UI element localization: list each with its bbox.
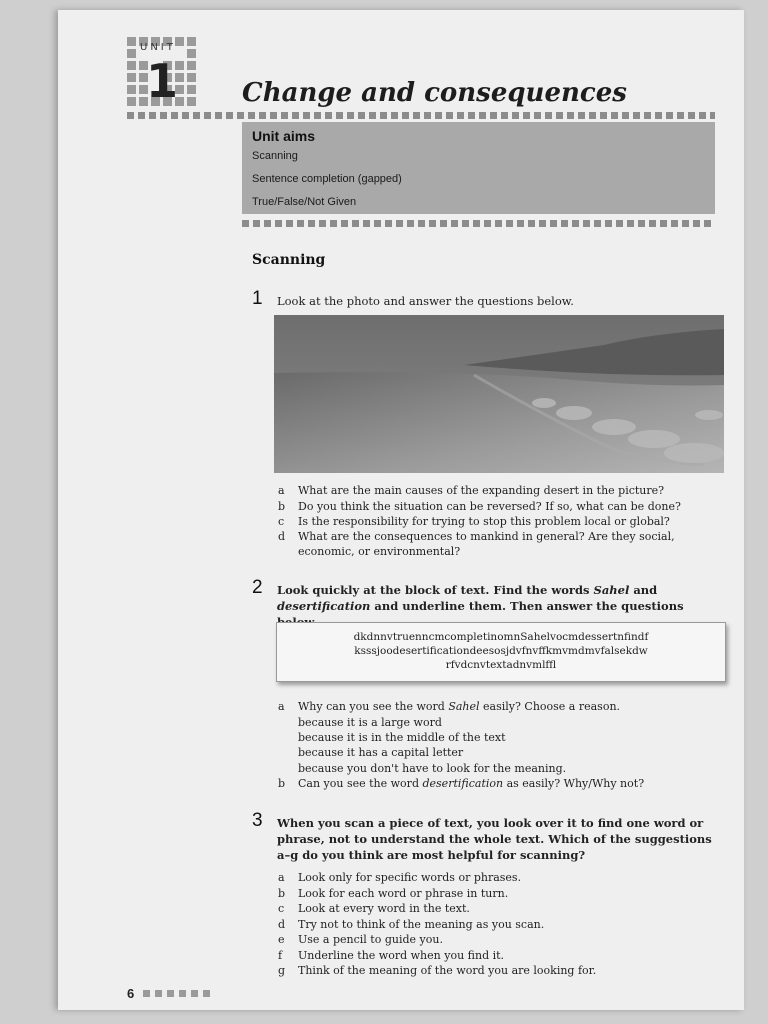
suggestion-item: Think of the meaning of the word you are looking for. [298, 964, 597, 977]
question-text: When you scan a piece of text, you look over it to find one word or phrase, not to understand the whole text. Which of the suggestions a–g do you think are most helpful for scanning? [277, 816, 712, 862]
section-heading: Scanning [252, 252, 326, 268]
item-text-part: easily? Choose a reason. [479, 700, 621, 713]
keyword-sahel: Sahel [448, 700, 480, 713]
keyword-sahel: Sahel [593, 583, 630, 597]
question-item: What are the main causes of the expanding desert in the picture? [298, 484, 665, 497]
keyword-desertification: desertification [422, 777, 504, 790]
suggestion-item: Use a pencil to guide you. [298, 933, 443, 946]
item-letter: c [278, 902, 285, 915]
item-text-part: Can you see the word [298, 777, 423, 790]
suggestion-item: Look at every word in the text. [298, 902, 470, 915]
question-number: 2 [252, 577, 263, 598]
dotted-divider-bottom [242, 220, 715, 227]
unit-aim-item: Scanning [252, 150, 298, 162]
item-letter: b [278, 500, 286, 513]
item-letter: a [278, 700, 285, 713]
item-letter: b [278, 887, 286, 900]
item-letter: c [278, 515, 285, 528]
desert-landscape-image [274, 315, 724, 473]
unit-title: Change and consequences [242, 78, 627, 108]
page-number: 6 [127, 986, 135, 1001]
question-text-part: and [629, 583, 658, 597]
suggestion-item: Look for each word or phrase in turn. [298, 887, 509, 900]
unit-label: UNIT [140, 42, 176, 53]
suggestion-item: Look only for specific words or phrases. [298, 871, 522, 884]
unit-aim-item: Sentence completion (gapped) [252, 173, 402, 185]
item-text-part: Why can you see the word [298, 700, 449, 713]
show-through-text [242, 232, 246, 249]
question-number: 1 [252, 288, 263, 309]
suggestion-item: Try not to think of the meaning as you scan. [298, 918, 545, 931]
question-item [298, 699, 718, 714]
question-text: Look at the photo and answer the questions below. [277, 294, 574, 308]
question-text-part: Look quickly at the block of text. Find the words [277, 583, 594, 597]
question-item: Is the responsibility for trying to stop this problem local or global? [298, 515, 670, 528]
question-number: 3 [252, 810, 263, 831]
question-item [298, 776, 718, 791]
unit-number: 1 [146, 54, 179, 108]
reason-option: because it has a capital letter [298, 746, 464, 759]
item-letter: d [278, 918, 286, 931]
item-letter: e [278, 933, 285, 946]
item-text-part: as easily? Why/Why not? [503, 777, 645, 790]
unit-aim-item: True/False/Not Given [252, 196, 357, 208]
scan-text-block [276, 622, 726, 682]
keyword-desertification: desertification [277, 599, 371, 613]
text-block-line: ksssjoodesertificationdeesosjdvfnvffkmvmdmvfalsekdw [354, 645, 648, 657]
unit-aims-title: Unit aims [252, 128, 316, 144]
item-letter: d [278, 530, 286, 543]
reason-option: because you don't have to look for the meaning. [298, 762, 567, 775]
item-letter: b [278, 777, 286, 790]
text-block-line: dkdnnvtruenncmcompletinomnSahelvocmdessertnfindf [353, 631, 649, 643]
question-item: What are the consequences to mankind in general? Are they social, economic, or environmental? [298, 530, 675, 558]
item-letter: a [278, 871, 285, 884]
item-letter: f [278, 949, 283, 962]
item-letter: a [278, 484, 285, 497]
question-item: Do you think the situation can be reversed? If so, what can be done? [298, 500, 681, 513]
item-letter: g [278, 964, 286, 977]
text-block-line: rfvdcnvtextadnvmlffl [445, 659, 557, 671]
question-text-part: and underline them. Then answer the questions [374, 599, 684, 613]
reason-option: because it is in the middle of the text [298, 731, 506, 744]
suggestion-item: Underline the word when you find it. [298, 949, 505, 962]
dotted-divider-top [127, 112, 715, 119]
reason-option: because it is a large word [298, 716, 442, 729]
